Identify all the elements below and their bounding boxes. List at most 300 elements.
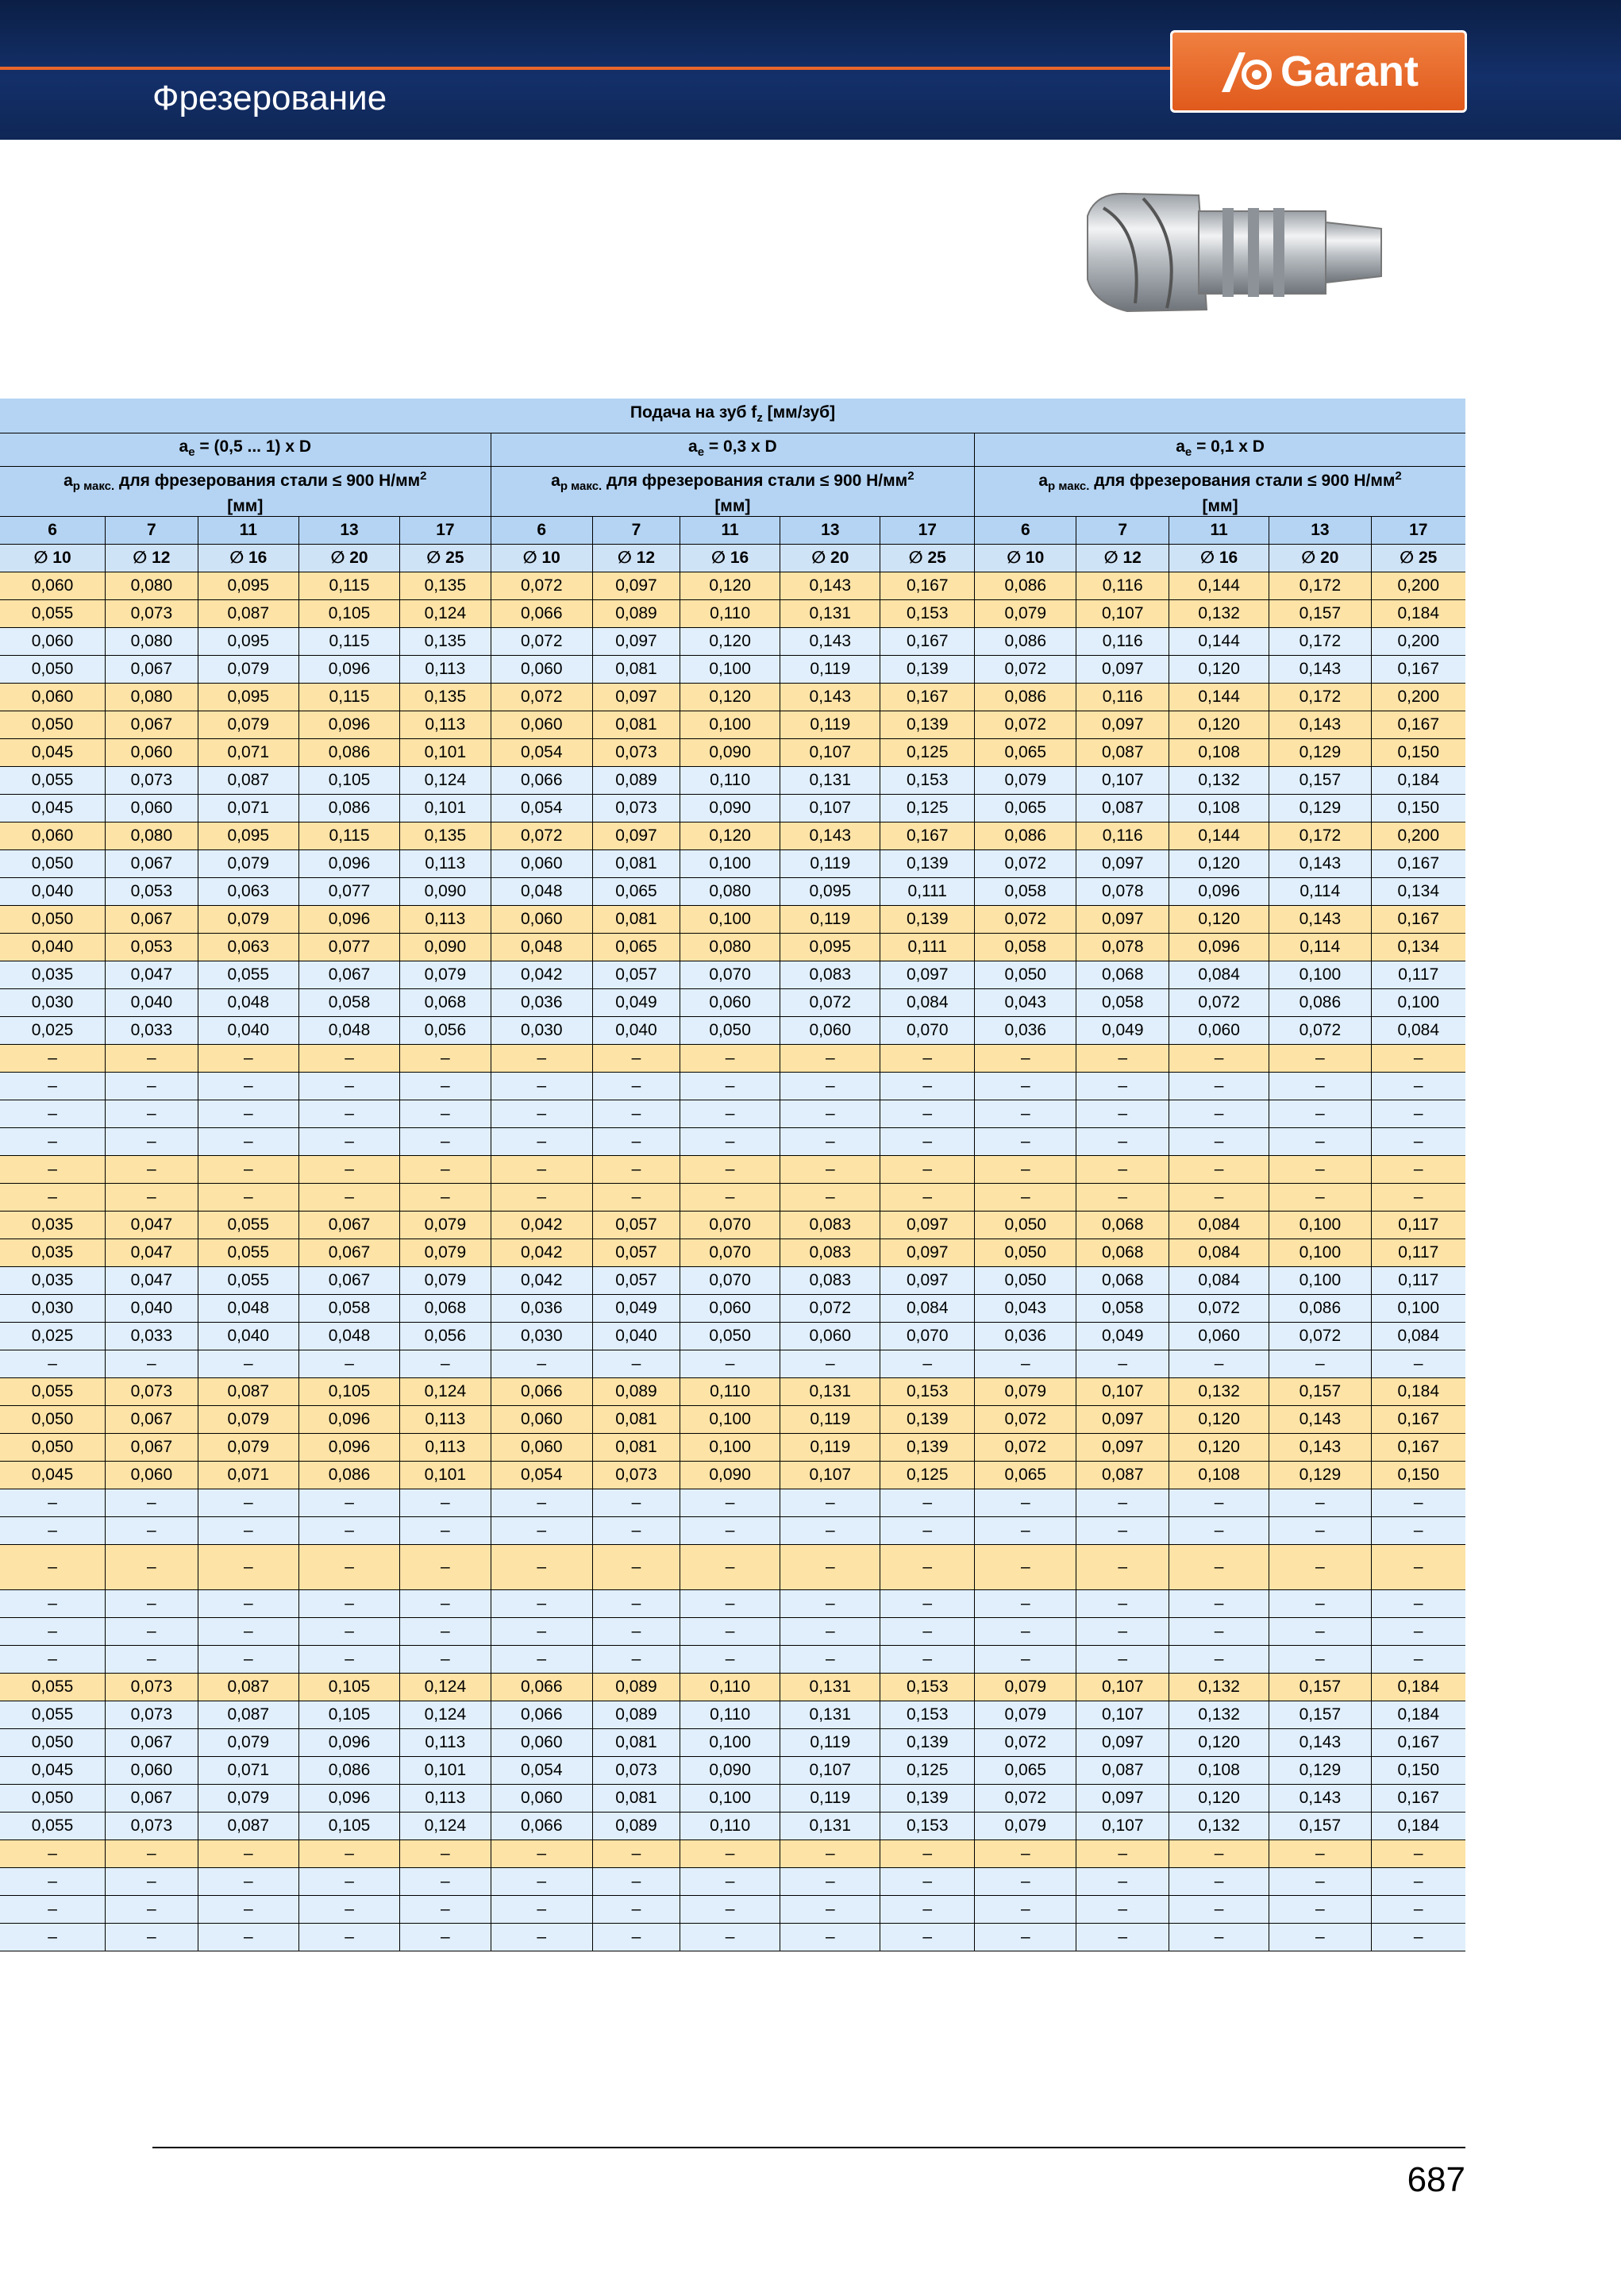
feed-value-cell: – (1076, 1867, 1169, 1895)
feed-value-cell: 0,068 (400, 988, 491, 1016)
feed-value-cell: – (298, 1127, 399, 1155)
feed-value-cell: 0,120 (1169, 1728, 1269, 1756)
feed-value-cell: 0,048 (198, 988, 298, 1016)
feed-value-cell: 0,110 (680, 599, 780, 627)
table-row (0, 1701, 1465, 1728)
table-row (0, 1516, 1465, 1544)
feed-value-cell: 0,073 (592, 1461, 680, 1489)
feed-value-cell: 0,143 (1269, 1433, 1371, 1461)
feed-value-cell: 0,167 (1371, 1405, 1465, 1433)
feed-value-cell: 0,060 (0, 683, 106, 711)
feed-value-cell: 0,139 (880, 655, 975, 683)
feed-value-cell: – (491, 1489, 592, 1516)
feed-value-cell: 0,097 (880, 1266, 975, 1294)
table-row (0, 1100, 1465, 1127)
table-row (0, 1895, 1465, 1923)
feed-value-cell: 0,153 (880, 1812, 975, 1839)
feed-value-cell: 0,096 (298, 1405, 399, 1433)
feed-value-cell: – (491, 1044, 592, 1072)
feed-value-cell: 0,132 (1169, 1701, 1269, 1728)
feed-value-cell: 0,096 (298, 655, 399, 683)
feed-value-cell: 0,055 (0, 599, 106, 627)
feed-value-cell: – (680, 1127, 780, 1155)
feed-value-cell: – (680, 1867, 780, 1895)
feed-value-cell: – (780, 1155, 880, 1183)
feed-value-cell: – (298, 1072, 399, 1100)
feed-value-cell: 0,117 (1371, 1211, 1465, 1239)
feed-value-cell: 0,065 (592, 877, 680, 905)
feed-value-cell: – (1269, 1044, 1371, 1072)
feed-value-cell: 0,073 (106, 599, 198, 627)
feed-value-cell: 0,072 (491, 683, 592, 711)
feed-value-cell: 0,079 (198, 905, 298, 933)
feed-value-cell: – (1269, 1183, 1371, 1211)
page-number: 687 (1407, 2160, 1465, 2199)
feed-value-cell: – (975, 1183, 1076, 1211)
feed-value-cell: – (491, 1589, 592, 1617)
feed-value-cell: 0,120 (680, 627, 780, 655)
feed-value-cell: – (680, 1544, 780, 1589)
feed-value-cell: – (1371, 1617, 1465, 1645)
feed-value-cell: – (592, 1617, 680, 1645)
feed-value-cell: 0,079 (198, 1728, 298, 1756)
feed-value-cell: – (780, 1072, 880, 1100)
feed-value-cell: 0,065 (592, 933, 680, 961)
feed-value-cell: 0,057 (592, 1211, 680, 1239)
feed-value-cell: – (780, 1183, 880, 1211)
table-row (0, 1322, 1465, 1350)
feed-value-cell: 0,157 (1269, 599, 1371, 627)
feed-value-cell: – (106, 1350, 198, 1377)
feed-value-cell: – (298, 1645, 399, 1673)
ae-group-header (975, 433, 1465, 467)
feed-value-cell: 0,110 (680, 1377, 780, 1405)
feed-value-cell: – (198, 1183, 298, 1211)
feed-value-cell: – (1371, 1072, 1465, 1100)
ap-max-label (975, 467, 1465, 516)
feed-value-cell: – (1169, 1155, 1269, 1183)
feed-title: Подача на зуб $f_z$ [мм/зуб] (0, 399, 1465, 433)
feed-value-cell: 0,105 (298, 599, 399, 627)
feed-value-cell: – (1169, 1072, 1269, 1100)
feed-value-cell: 0,113 (400, 905, 491, 933)
feed-value-cell: 0,077 (298, 877, 399, 905)
feed-value-cell: 0,049 (592, 1294, 680, 1322)
feed-value-cell: 0,125 (880, 1756, 975, 1784)
feed-value-cell: 0,072 (975, 655, 1076, 683)
table-row (0, 1127, 1465, 1155)
feed-value-cell: 0,113 (400, 1433, 491, 1461)
feed-value-cell: 0,086 (975, 822, 1076, 849)
feed-value-cell: 0,089 (592, 766, 680, 794)
feed-value-cell: – (975, 1516, 1076, 1544)
feed-value-cell: 0,131 (780, 1701, 880, 1728)
feed-value-cell: 0,143 (1269, 655, 1371, 683)
feed-value-cell: 0,050 (0, 1784, 106, 1812)
feed-value-cell: 0,040 (0, 933, 106, 961)
feed-value-cell: 0,047 (106, 1266, 198, 1294)
feed-value-cell: 0,108 (1169, 738, 1269, 766)
feed-value-cell: 0,073 (106, 1673, 198, 1701)
feed-value-cell: – (1169, 1617, 1269, 1645)
feed-value-cell: 0,139 (880, 849, 975, 877)
feed-value-cell: 0,058 (975, 933, 1076, 961)
feed-value-cell: 0,131 (780, 1812, 880, 1839)
table-row (0, 1266, 1465, 1294)
feed-value-cell: 0,066 (491, 599, 592, 627)
feed-value-cell: 0,087 (1076, 1461, 1169, 1489)
feed-value-cell: – (1169, 1923, 1269, 1951)
table-row (0, 1673, 1465, 1701)
feed-value-cell: 0,167 (880, 572, 975, 599)
feed-value-cell: 0,045 (0, 1461, 106, 1489)
feed-value-cell: – (592, 1044, 680, 1072)
feed-value-cell: 0,095 (198, 572, 298, 599)
feed-value-cell: 0,050 (0, 655, 106, 683)
feed-value-cell: 0,107 (1076, 766, 1169, 794)
feed-value-cell: 0,072 (975, 905, 1076, 933)
feed-value-cell: 0,086 (1269, 1294, 1371, 1322)
ap-label-text: для фрезерования стали ≤ 900 Н/мм (1089, 472, 1396, 491)
feed-value-cell: – (298, 1617, 399, 1645)
feed-value-cell: 0,105 (298, 1812, 399, 1839)
feed-value-cell: 0,030 (491, 1322, 592, 1350)
feed-value-cell: 0,080 (106, 683, 198, 711)
feed-value-cell: 0,200 (1371, 683, 1465, 711)
feed-value-cell: 0,060 (491, 1784, 592, 1812)
feed-value-cell: 0,132 (1169, 599, 1269, 627)
feed-value-cell: – (1371, 1645, 1465, 1673)
table-row (0, 1183, 1465, 1211)
feed-value-cell: 0,120 (1169, 905, 1269, 933)
feed-value-cell: 0,067 (106, 711, 198, 738)
feed-value-cell: 0,120 (680, 822, 780, 849)
feed-value-cell: 0,117 (1371, 961, 1465, 988)
feed-value-cell: – (780, 1839, 880, 1867)
feed-value-cell: 0,060 (680, 1294, 780, 1322)
diameter-cell: ∅ 10 (0, 544, 106, 572)
feed-value-cell: 0,071 (198, 794, 298, 822)
feed-value-cell: – (106, 1100, 198, 1127)
table-row (0, 1728, 1465, 1756)
feed-value-cell: 0,143 (1269, 1405, 1371, 1433)
ae-subscript: e (697, 445, 705, 460)
feed-value-cell: 0,117 (1371, 1239, 1465, 1266)
feed-value-cell: 0,081 (592, 1728, 680, 1756)
ap-symbol: a (551, 472, 560, 491)
feed-value-cell: 0,114 (1269, 877, 1371, 905)
table-row (0, 655, 1465, 683)
feed-value-cell: 0,079 (198, 1784, 298, 1812)
feed-value-cell: 0,143 (1269, 849, 1371, 877)
ap-superscript: 2 (907, 469, 914, 483)
feed-value-cell: 0,079 (400, 1266, 491, 1294)
feed-value-cell: 0,095 (198, 627, 298, 655)
page-title: Фрезерование (152, 79, 387, 117)
feed-value-cell: 0,100 (680, 1784, 780, 1812)
table-row (0, 1461, 1465, 1489)
feed-value-cell: 0,072 (1269, 1016, 1371, 1044)
feed-value-cell: 0,079 (400, 1211, 491, 1239)
feed-value-cell: 0,107 (780, 1756, 880, 1784)
feed-value-cell: 0,065 (975, 738, 1076, 766)
feed-value-cell: – (400, 1589, 491, 1617)
feed-value-cell: 0,090 (680, 738, 780, 766)
feed-value-cell: 0,073 (592, 1756, 680, 1784)
feed-value-cell: 0,153 (880, 1673, 975, 1701)
table-row (0, 572, 1465, 599)
feed-value-cell: – (491, 1895, 592, 1923)
feed-value-cell: – (975, 1617, 1076, 1645)
feed-value-cell: 0,060 (491, 1405, 592, 1433)
feed-value-cell: 0,030 (491, 1016, 592, 1044)
ae-value: = (0,5 ... 1) x D (194, 437, 312, 457)
diameter-cell: ∅ 25 (1371, 544, 1465, 572)
ap-superscript: 2 (1395, 469, 1402, 483)
feed-value-cell: 0,090 (680, 794, 780, 822)
feed-value-cell: – (491, 1183, 592, 1211)
feed-value-cell: 0,114 (1269, 933, 1371, 961)
feed-value-cell: – (491, 1617, 592, 1645)
feed-value-cell: 0,072 (491, 627, 592, 655)
feed-value-cell: 0,101 (400, 794, 491, 822)
feed-value-cell: 0,119 (780, 849, 880, 877)
feed-value-cell: 0,078 (1076, 933, 1169, 961)
feed-value-cell: – (592, 1895, 680, 1923)
feed-value-cell: – (400, 1044, 491, 1072)
feed-value-cell: 0,097 (880, 961, 975, 988)
feed-value-cell: – (106, 1489, 198, 1516)
ap-label-text: для фрезерования стали ≤ 900 Н/мм (602, 472, 908, 491)
header-accent-line (0, 67, 1175, 70)
table-row (0, 961, 1465, 988)
feed-value-cell: – (1269, 1645, 1371, 1673)
feed-value-cell: – (880, 1127, 975, 1155)
feed-value-cell: – (1371, 1895, 1465, 1923)
feed-value-cell: 0,097 (1076, 711, 1169, 738)
table-row (0, 988, 1465, 1016)
feed-value-cell: 0,063 (198, 877, 298, 905)
feed-value-cell: 0,067 (106, 905, 198, 933)
table-row (0, 1155, 1465, 1183)
feed-value-cell: 0,144 (1169, 627, 1269, 655)
feed-value-cell: 0,100 (1269, 1239, 1371, 1266)
feed-value-cell: – (592, 1544, 680, 1589)
ae-value: = 0,1 x D (1192, 437, 1265, 457)
feed-value-cell: 0,097 (592, 822, 680, 849)
feed-value-cell: 0,079 (198, 711, 298, 738)
feed-value-cell: 0,071 (198, 738, 298, 766)
feed-value-cell: 0,089 (592, 1673, 680, 1701)
feed-value-cell: – (1269, 1923, 1371, 1951)
feed-value-cell: – (0, 1516, 106, 1544)
feed-value-cell: 0,143 (780, 683, 880, 711)
ap-label-row (0, 467, 1465, 516)
feed-value-cell: 0,129 (1269, 1461, 1371, 1489)
table-row (0, 766, 1465, 794)
feed-value-cell: 0,107 (1076, 1673, 1169, 1701)
diameter-cell: ∅ 16 (198, 544, 298, 572)
feed-value-cell: 0,107 (780, 794, 880, 822)
feed-value-cell: – (680, 1589, 780, 1617)
feed-value-cell: 0,096 (298, 905, 399, 933)
feed-value-cell: 0,144 (1169, 822, 1269, 849)
feed-value-cell: – (680, 1183, 780, 1211)
feed-value-cell: – (1371, 1589, 1465, 1617)
feed-value-cell: – (592, 1516, 680, 1544)
feed-value-cell: – (1371, 1155, 1465, 1183)
feed-value-cell: 0,167 (1371, 655, 1465, 683)
table-row (0, 1812, 1465, 1839)
feed-value-cell: 0,066 (491, 766, 592, 794)
feed-value-cell: 0,073 (106, 1812, 198, 1839)
feed-value-cell: – (491, 1127, 592, 1155)
feed-value-cell: 0,081 (592, 1433, 680, 1461)
feed-value-cell: 0,107 (780, 1461, 880, 1489)
feed-value-cell: 0,157 (1269, 766, 1371, 794)
feed-value-cell: 0,067 (298, 1211, 399, 1239)
feed-value-cell: – (106, 1923, 198, 1951)
feed-value-cell: 0,089 (592, 1812, 680, 1839)
diameter-cell: ∅ 16 (1169, 544, 1269, 572)
feed-value-cell: – (880, 1895, 975, 1923)
feed-value-cell: – (1269, 1867, 1371, 1895)
table-row (0, 711, 1465, 738)
feed-value-cell: 0,065 (975, 794, 1076, 822)
feed-value-cell: 0,101 (400, 738, 491, 766)
feed-value-cell: 0,105 (298, 1701, 399, 1728)
feed-value-cell: – (1371, 1839, 1465, 1867)
feed-value-cell: – (198, 1923, 298, 1951)
feed-value-cell: 0,100 (1269, 1211, 1371, 1239)
feed-value-cell: 0,086 (975, 627, 1076, 655)
feed-value-cell: 0,086 (1269, 988, 1371, 1016)
feed-value-cell: 0,055 (0, 1377, 106, 1405)
feed-value-cell: 0,116 (1076, 683, 1169, 711)
feed-value-cell: 0,086 (298, 1756, 399, 1784)
feed-value-cell: 0,086 (298, 794, 399, 822)
feed-value-cell: 0,045 (0, 1756, 106, 1784)
feed-value-cell: 0,079 (975, 1701, 1076, 1728)
feed-value-cell: – (1371, 1044, 1465, 1072)
ap-value-cell: 6 (975, 516, 1076, 544)
feed-value-cell: 0,096 (298, 1433, 399, 1461)
feed-value-cell: 0,068 (1076, 1266, 1169, 1294)
feed-value-cell: 0,073 (106, 1377, 198, 1405)
milling-cutter-image (1080, 184, 1397, 319)
feed-value-cell: 0,078 (1076, 877, 1169, 905)
feed-value-cell: – (0, 1155, 106, 1183)
feed-value-cell: – (1269, 1489, 1371, 1516)
table-row (0, 599, 1465, 627)
feed-value-cell: 0,067 (298, 1266, 399, 1294)
feed-value-cell: 0,095 (780, 933, 880, 961)
ap-unit: [мм] (227, 496, 264, 515)
feed-value-cell: 0,070 (680, 961, 780, 988)
ap-value-cell: 6 (0, 516, 106, 544)
feed-value-cell: 0,072 (491, 822, 592, 849)
feed-value-cell: – (0, 1839, 106, 1867)
feed-value-cell: – (592, 1155, 680, 1183)
feed-value-cell: 0,097 (1076, 1784, 1169, 1812)
feed-value-cell: 0,135 (400, 822, 491, 849)
feed-value-cell: – (1169, 1127, 1269, 1155)
feed-value-cell: 0,134 (1371, 933, 1465, 961)
feed-value-cell: – (680, 1489, 780, 1516)
feed-value-cell: – (0, 1072, 106, 1100)
feed-value-cell: – (400, 1127, 491, 1155)
feed-value-cell: – (400, 1544, 491, 1589)
feed-value-cell: – (0, 1895, 106, 1923)
table-row (0, 1923, 1465, 1951)
table-row (0, 1211, 1465, 1239)
feed-value-cell: – (880, 1867, 975, 1895)
feed-value-cell: – (1076, 1183, 1169, 1211)
feed-value-cell: 0,119 (780, 905, 880, 933)
feed-value-cell: 0,033 (106, 1322, 198, 1350)
feed-value-cell: 0,125 (880, 738, 975, 766)
feed-value-cell: 0,079 (975, 1377, 1076, 1405)
feed-value-cell: 0,084 (880, 1294, 975, 1322)
table-row (0, 1016, 1465, 1044)
diameter-cell: ∅ 12 (592, 544, 680, 572)
feed-value-cell: 0,097 (592, 572, 680, 599)
feed-value-cell: – (198, 1617, 298, 1645)
feed-value-cell: 0,110 (680, 1673, 780, 1701)
feed-value-cell: 0,067 (106, 1433, 198, 1461)
feed-value-cell: 0,087 (198, 1377, 298, 1405)
table-row (0, 1784, 1465, 1812)
ap-subscript: p макс. (1048, 480, 1090, 494)
feed-value-cell: 0,120 (1169, 849, 1269, 877)
feed-value-cell: 0,115 (298, 627, 399, 655)
feed-value-cell: 0,040 (106, 1294, 198, 1322)
feed-value-cell: 0,053 (106, 933, 198, 961)
feed-value-cell: – (198, 1350, 298, 1377)
ap-superscript: 2 (420, 469, 427, 483)
feed-value-cell: – (298, 1895, 399, 1923)
feed-value-cell: 0,060 (106, 738, 198, 766)
feed-value-cell: 0,125 (880, 794, 975, 822)
feed-value-cell: – (298, 1923, 399, 1951)
feed-value-cell: 0,107 (1076, 599, 1169, 627)
feed-value-cell: 0,129 (1269, 738, 1371, 766)
feed-value-cell: 0,124 (400, 1701, 491, 1728)
feed-value-cell: – (400, 1350, 491, 1377)
feed-value-cell: – (1076, 1544, 1169, 1589)
feed-value-cell: 0,119 (780, 1784, 880, 1812)
feed-value-cell: – (298, 1516, 399, 1544)
feed-value-cell: 0,143 (780, 822, 880, 849)
feed-value-cell: 0,050 (680, 1322, 780, 1350)
feed-value-cell: – (680, 1072, 780, 1100)
table-row (0, 683, 1465, 711)
feed-value-cell: 0,100 (1269, 961, 1371, 988)
feed-value-cell: 0,035 (0, 1211, 106, 1239)
feed-value-cell: 0,086 (298, 738, 399, 766)
ae-value: = 0,3 x D (704, 437, 777, 457)
feed-value-cell: 0,081 (592, 849, 680, 877)
feed-value-cell: 0,087 (198, 766, 298, 794)
feed-value-cell: 0,139 (880, 1784, 975, 1812)
feed-value-cell: – (400, 1867, 491, 1895)
feed-value-cell: 0,107 (1076, 1812, 1169, 1839)
feed-value-cell: 0,097 (1076, 905, 1169, 933)
feed-value-cell: 0,060 (0, 822, 106, 849)
feed-value-cell: – (1269, 1516, 1371, 1544)
ap-max-label (491, 467, 975, 516)
ap-value-cell: 11 (198, 516, 298, 544)
